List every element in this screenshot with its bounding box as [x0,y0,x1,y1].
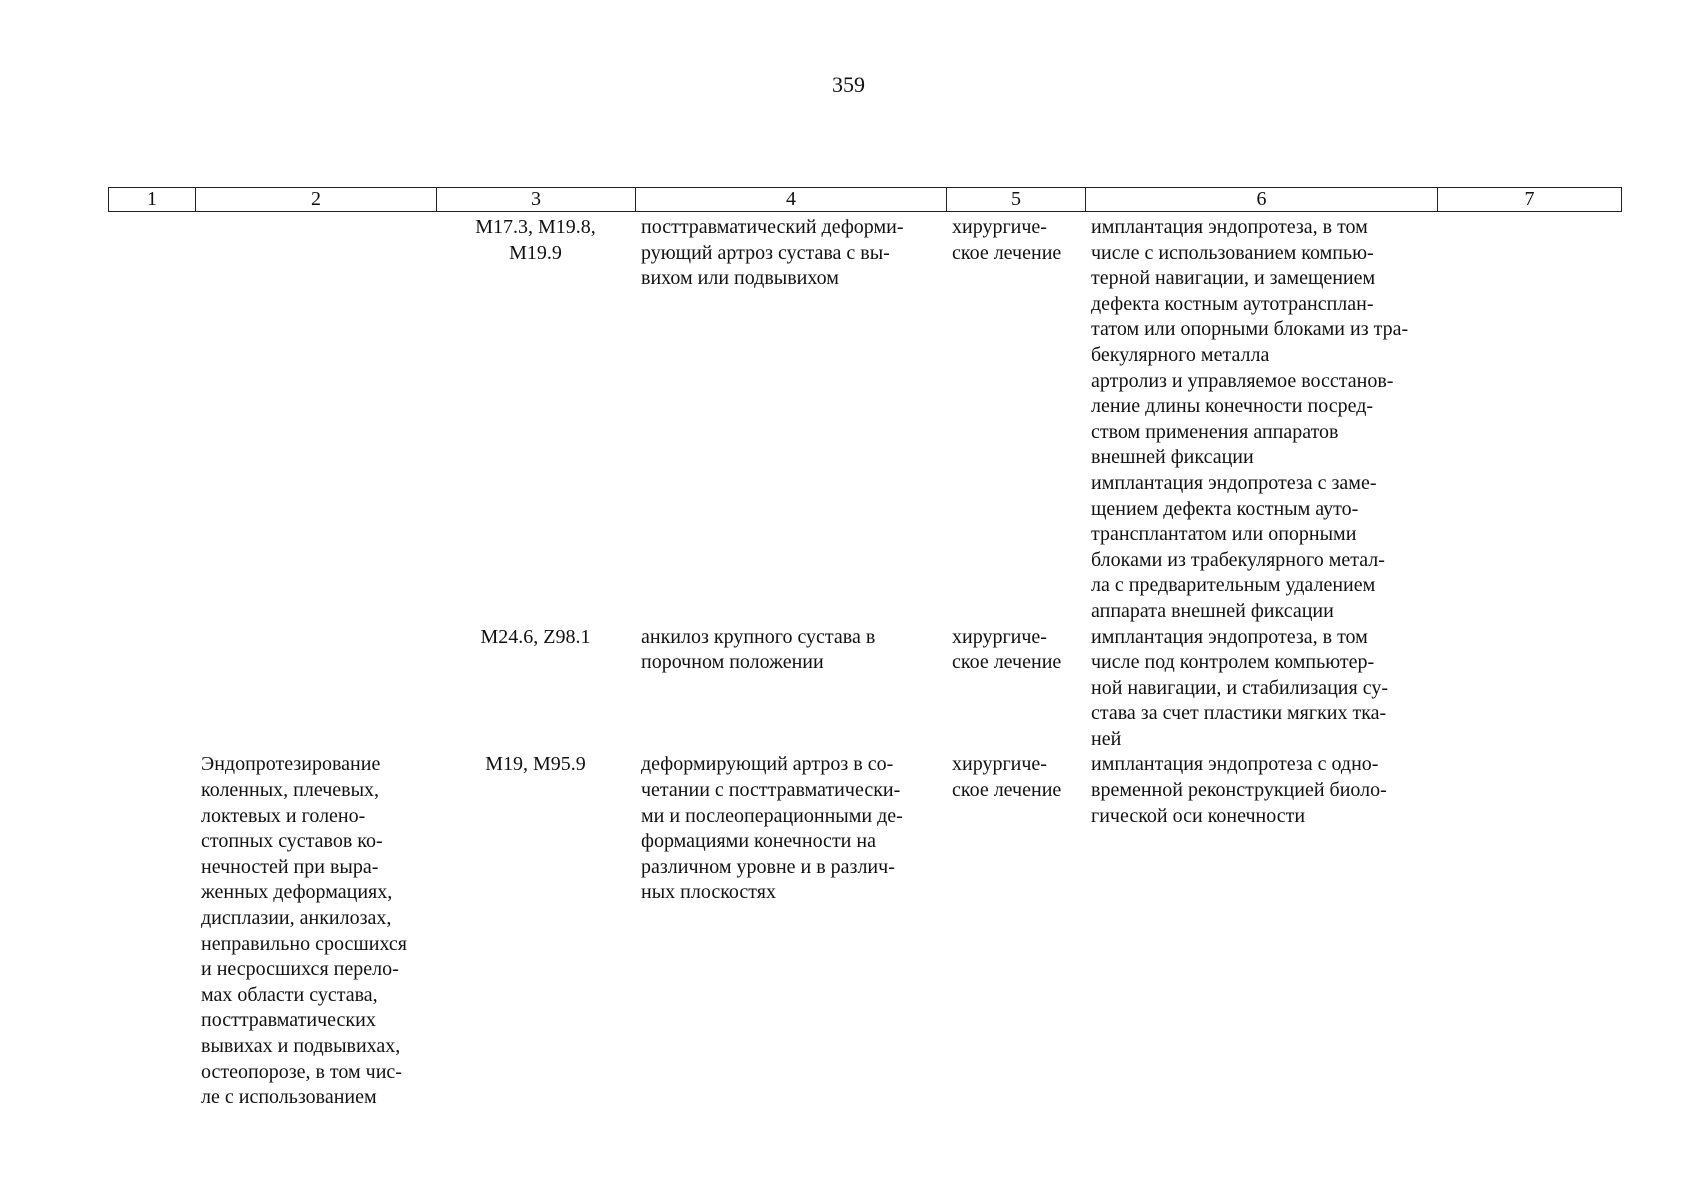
table-cell-col1 [108,752,195,1110]
table-cell-col7 [1437,752,1622,1110]
table-cell-col3: M19, M95.9 [485,753,586,776]
page-number: 359 [832,72,865,97]
table-cell-col3: M17.3, M19.8, M19.9 [475,216,596,264]
table-cell-col6: имплантация эндопротеза, в том числе под контролем компьютер- ной навигации, и стабилизация су- става за счет пластики мягких тка- ней [1091,625,1388,750]
table-cell-col1 [108,215,195,625]
column-header-6: 6 [1086,188,1438,211]
column-header-4: 4 [636,188,947,211]
table-cell-col5: хирургиче- ское лечение [952,753,1062,802]
table-cell-col7 [1437,625,1622,753]
table-row [108,215,1622,625]
table-cell-col6: имплантация эндопротеза, в том числе с использованием компью- терной навигации, и замещением дефекта костным аутотрансплан- татом или опорными блоками из тра- бекулярного металла артролиз и управляемое восстанов- ление длины конечности посред- ством применения аппаратов внешней фиксации имплантация эндопротеза с заме- щением дефекта костным ауто- трансплантатом или опорными блоками из трабекулярного метал- ла с предварительным удалением аппарата внешней фиксации [1091,216,1409,622]
table-cell-col7 [1437,215,1622,625]
column-header-2: 2 [196,188,437,211]
table-cell-col2 [195,215,436,625]
table-cell-col3: M24.6, Z98.1 [480,625,591,648]
column-header-5: 5 [947,188,1086,211]
table-header-row [108,187,1622,212]
table-body [108,215,1622,1111]
column-header-1: 1 [109,188,196,211]
column-header-3: 3 [437,188,636,211]
table-cell-col4: посттравматический деформи- рующий артроз сустава с вы- вихом или подвывихом [641,216,904,290]
table-cell-col4: анкилоз крупного сустава в порочном положении [641,625,876,674]
table-cell-col6: имплантация эндопротеза с одно- временной реконструкцией биоло- гической оси конечности [1091,753,1387,827]
table-cell-col5: хирургиче- ское лечение [952,625,1062,674]
column-header-7: 7 [1524,188,1535,210]
table-cell-col2 [195,625,436,753]
table-cell-col2: Эндопротезирование коленных, плечевых, локтевых и голено- стопных суставов ко- нечностей при выра- женных деформациях, дисплазии, анкилозах, неправильно сросшихся и несросшихся перело- мах области сустава, посттравматических вывихах и подвывихах, остеопорозе, в том чис- ле с использованием [201,753,407,1109]
table-cell-col5: хирургиче- ское лечение [952,216,1062,264]
table-cell-col4: деформирующий артроз в со- четании с посттравматически- ми и послеоперационными де- формациями конечности на различном уровне и в различ- ных плоскостях [641,753,903,904]
table-row [108,625,1622,753]
table-row [108,752,1622,1110]
table-cell-col1 [108,625,195,753]
